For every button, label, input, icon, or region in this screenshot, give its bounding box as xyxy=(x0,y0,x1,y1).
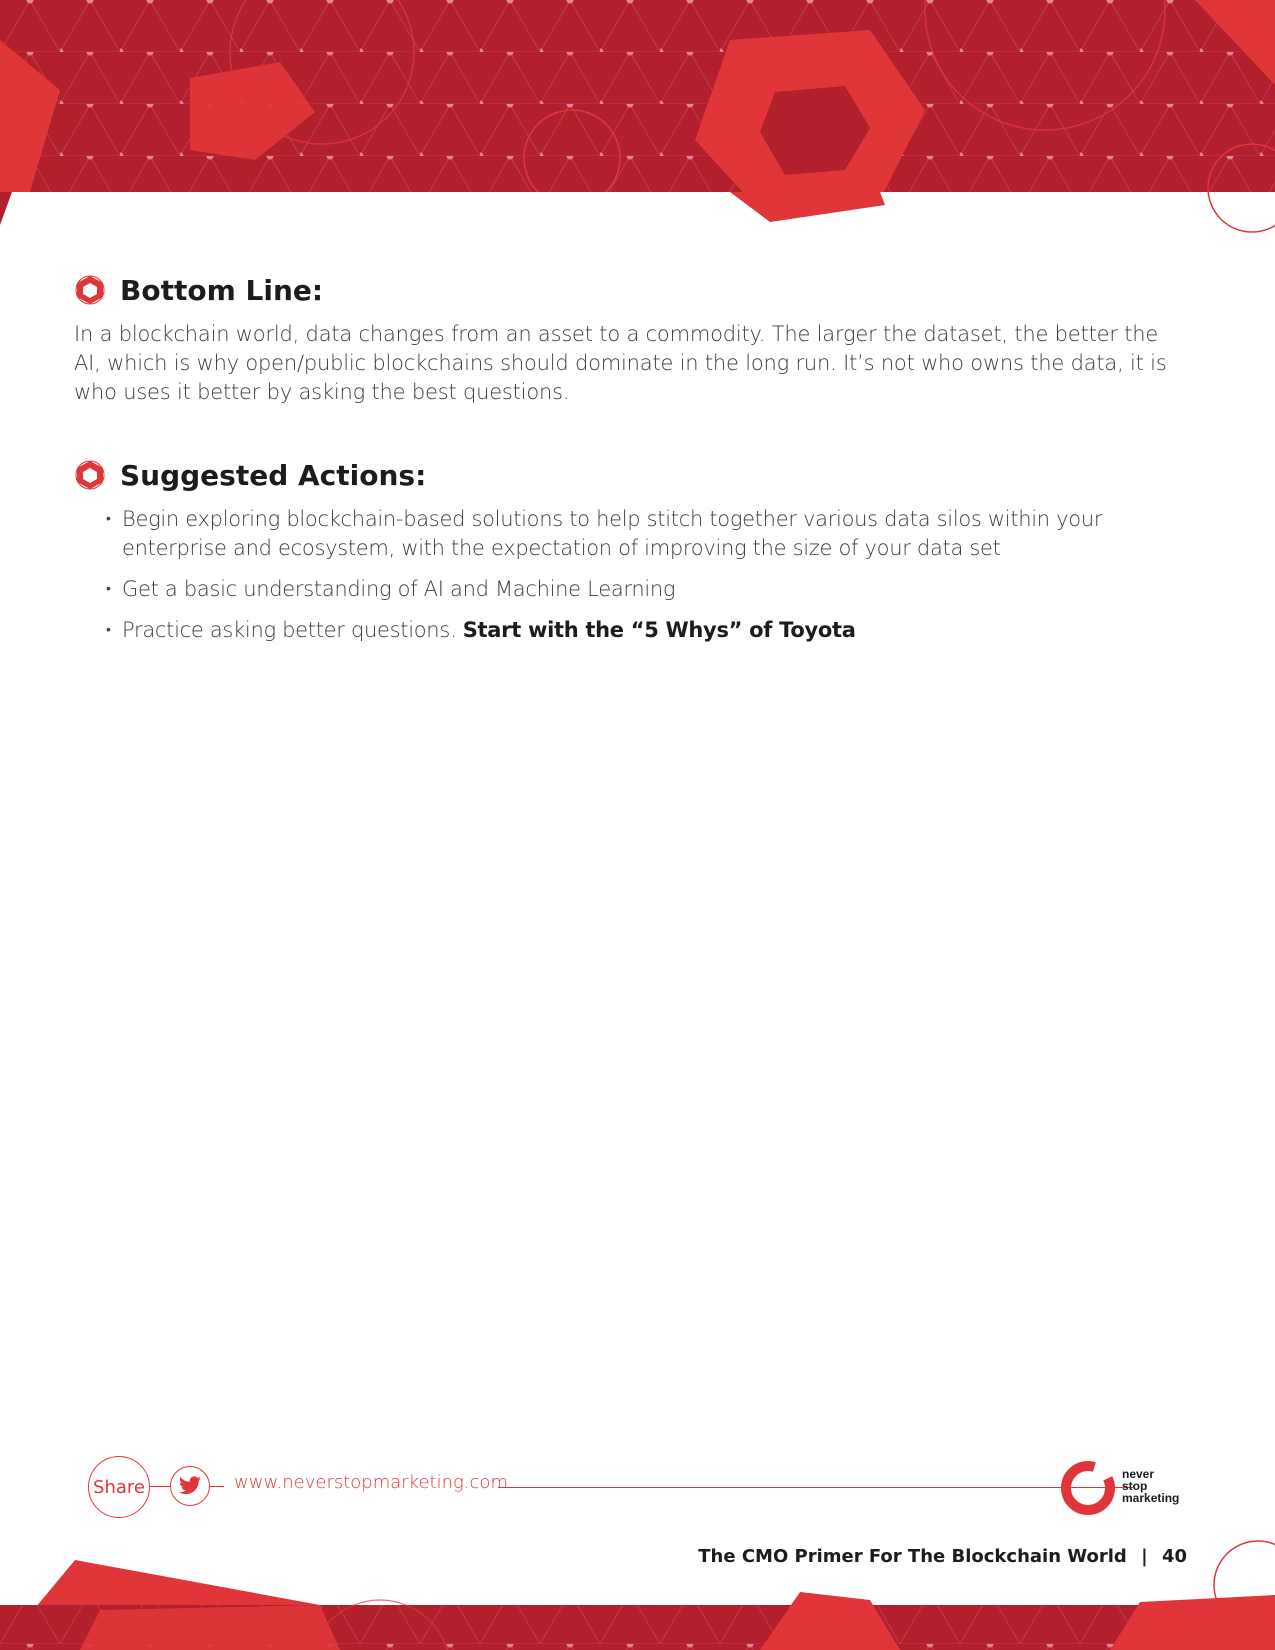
suggested-actions-title: Suggested Actions: xyxy=(120,458,427,492)
logo-wordmark xyxy=(1122,1468,1179,1504)
suggested-actions-header xyxy=(74,453,1184,497)
suggested-actions-section xyxy=(74,453,1184,645)
actions-list xyxy=(74,505,1184,645)
logo-word: stop xyxy=(1122,1479,1148,1493)
share-button[interactable] xyxy=(88,1456,150,1518)
bottom-line-text: In a blockchain world, data changes from an asset to a commodity. The larger the dataset, the better the AI, which is why open/public blockchains should dominate in the long run. It’s not who owns the data, it is who uses it better by asking the best questions. xyxy=(74,322,1167,404)
document-title: The CMO Primer For The Blockchain World xyxy=(698,1546,1127,1567)
twitter-icon xyxy=(178,1476,202,1496)
top-banner xyxy=(0,0,1275,240)
page-number: 40 xyxy=(1161,1546,1187,1567)
main-content xyxy=(74,268,1184,657)
twitter-share-button[interactable] xyxy=(170,1466,210,1506)
action-text: Practice asking better questions. xyxy=(122,618,457,642)
divider xyxy=(150,1486,170,1487)
separator: | xyxy=(1141,1546,1148,1567)
divider xyxy=(498,1487,1133,1488)
list-item xyxy=(106,616,1184,645)
list-item xyxy=(106,575,1184,604)
logo-mark-icon xyxy=(1058,1458,1118,1518)
hexagon-bullet-icon xyxy=(74,457,106,493)
logo-word: never xyxy=(1122,1467,1155,1481)
bottom-line-header xyxy=(74,268,1184,312)
bottom-line-section xyxy=(74,268,1184,407)
bottom-line-title: Bottom Line: xyxy=(120,273,324,307)
share-label: Share xyxy=(93,1476,145,1498)
never-stop-marketing-logo xyxy=(1058,1458,1188,1518)
divider xyxy=(210,1486,224,1487)
action-text: Get a basic understanding of AI and Machine Learning xyxy=(122,577,676,601)
list-item xyxy=(106,505,1184,563)
website-link[interactable]: www.neverstopmarketing.com xyxy=(234,1472,508,1493)
hexagon-bullet-icon xyxy=(74,272,106,308)
action-text: Begin exploring blockchain-based solutions to help stitch together various data silos within your enterprise and ecosystem, with the expectation of improving the size of your data set xyxy=(122,507,1103,560)
bottom-banner xyxy=(0,1540,1275,1650)
logo-word: marketing xyxy=(1122,1491,1180,1505)
five-whys-link[interactable]: Start with the “5 Whys” of Toyota xyxy=(462,618,856,642)
footer-bar xyxy=(88,1456,1188,1516)
